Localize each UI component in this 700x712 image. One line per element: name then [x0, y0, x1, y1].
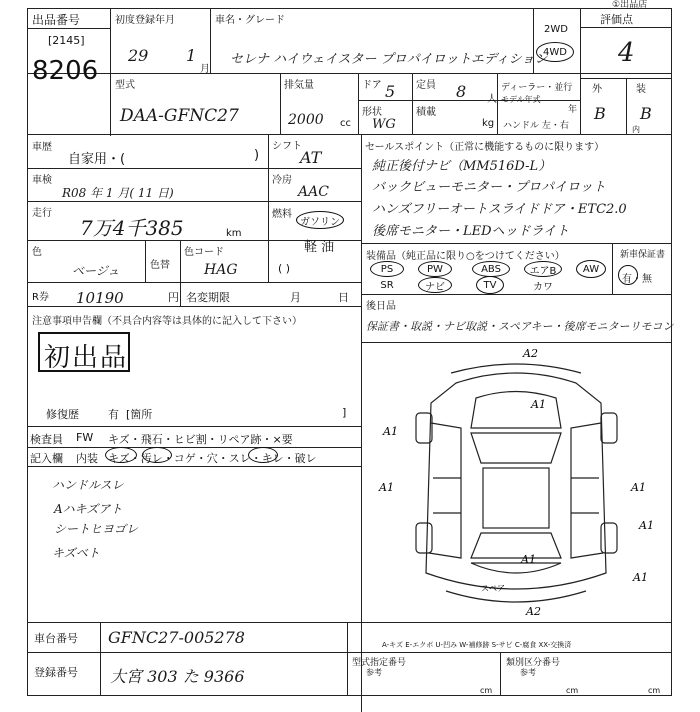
equip-abs: ABS — [472, 261, 510, 277]
inspector-label2: 記入欄 — [30, 452, 63, 465]
mark-right-bumper: A1 — [633, 571, 648, 584]
mark-left-mid: A1 — [379, 481, 394, 494]
equip-navi: ナビ — [418, 277, 452, 293]
name-change-month: 月 — [290, 291, 301, 304]
note-4: キズベト — [52, 546, 100, 560]
note-3: シートヒヨゴレ — [54, 522, 139, 536]
int-scratch-circle — [105, 447, 137, 463]
equip-leather: カワ — [533, 281, 553, 293]
class-label: 類別区分番号 — [506, 658, 561, 668]
score-label: 評価点 — [600, 13, 633, 26]
selling-point-2: バックビューモニター・プロパイロット — [372, 180, 606, 195]
exterior-label: 外 — [592, 84, 602, 95]
color-value: ベージュ — [72, 264, 120, 278]
fuel-diesel: 軽 油 — [304, 240, 335, 255]
car-name-label: 車名・グレード — [215, 15, 285, 26]
fw-items: キズ・飛石・ヒビ割・リペア跡・×要 — [108, 433, 293, 446]
int-label: 内装 — [76, 452, 98, 465]
load-label: 積載 — [416, 107, 436, 118]
color-label: 色 — [32, 247, 42, 258]
reg-month: 1 — [186, 46, 197, 65]
selling-point-3: ハンズフリーオートスライドドア・ETC2.0 — [372, 202, 627, 217]
inspection-label: 車検 — [32, 175, 52, 186]
capacity-unit: 人 — [487, 94, 497, 105]
name-change-day: 日 — [338, 291, 349, 304]
lot-label: 出品番号 — [32, 13, 81, 27]
fuel-paren: ( ) — [278, 262, 291, 275]
equip-airbag: エアB — [524, 261, 562, 277]
mileage-value: 7万4千385 — [80, 216, 184, 240]
doors-value: 5 — [385, 82, 396, 101]
warranty-label: 新車保証書 — [620, 250, 666, 260]
displacement-value: 2000 — [288, 112, 324, 128]
type-cert-ref: 参考 — [366, 668, 382, 677]
shift-label: シフト — [272, 141, 302, 152]
first-reg-label: 初度登録年月 — [115, 15, 175, 26]
model-year-label: モデル年式 — [501, 95, 541, 104]
interior-label2: 内 — [632, 125, 640, 134]
score: 4 — [618, 38, 635, 68]
drive-4wd: 4WD — [543, 46, 567, 58]
ac-value: AAC — [298, 184, 329, 200]
capacity-label: 定員 — [416, 80, 436, 91]
repair-label: 修復歴 — [46, 408, 79, 421]
inspector-label1: 検査員 — [30, 433, 63, 446]
color-code-value: HAG — [204, 262, 238, 278]
aftermarket-label: 後日品 — [366, 301, 396, 312]
equip-ps: PS — [370, 261, 404, 277]
first-listing-stamp — [38, 332, 130, 372]
chassis-label: 車台番号 — [34, 632, 78, 645]
equip-sr: SR — [380, 279, 394, 291]
fuel-label: 燃料 — [272, 209, 292, 220]
fuel-gasoline-circle — [296, 211, 344, 229]
selling-label: セールスポイント（正常に機能するものに限ります） — [365, 142, 605, 153]
interior-value: B — [640, 104, 652, 123]
warranty-yes-circle — [618, 265, 638, 285]
car-diagram — [361, 343, 672, 622]
notes-label: 注意事項申告欄（不具合内容等は具体的に記入して下さい） — [32, 316, 302, 327]
exterior-value: B — [594, 104, 606, 123]
handle-label: ハンドル 左・右 — [503, 121, 569, 131]
shape-value: WG — [372, 117, 396, 132]
inspection-value: R08 年 1 月( 11 日) — [62, 186, 174, 200]
doors-label: ドア — [362, 80, 382, 91]
capacity-value: 8 — [456, 82, 467, 101]
car-name: セレナ ハイウェイスター プロパイロットエディション — [230, 52, 548, 67]
drive-4wd-circle — [536, 42, 574, 62]
recycle-unit: 円 — [168, 291, 179, 304]
equip-aw: AW — [576, 260, 606, 278]
aftermarket-value: 保証書・取説・ナビ取説・スペアキー・後席モニターリモコン — [366, 320, 674, 333]
first-listing-text: 初出品 — [44, 343, 129, 373]
plate-value: 大宮 303 た 9366 — [110, 667, 245, 686]
mark-hood: A1 — [531, 398, 546, 411]
mark-right-rear: A1 — [639, 519, 654, 532]
load-unit: kg — [482, 118, 495, 129]
equip-pw: PW — [418, 261, 452, 277]
history-value: 自家用・( — [68, 152, 126, 167]
mileage-unit: km — [226, 228, 242, 239]
note-2: Aハキズアト — [54, 502, 123, 516]
cm-3: cm — [648, 686, 661, 695]
model-label: 型式 — [115, 80, 135, 91]
int-stain-circle — [142, 447, 172, 463]
plate-label: 登録番号 — [34, 666, 78, 679]
note-1: ハンドルスレ — [52, 478, 124, 492]
recycle-value: 10190 — [76, 289, 124, 307]
corner-note: ①出品店 — [612, 0, 648, 10]
mark-left-front: A1 — [383, 425, 398, 438]
repair-close: ] — [342, 406, 347, 419]
lot-number: 8206 — [32, 56, 99, 86]
chassis-value: GFNC27-005278 — [108, 628, 245, 647]
interior-label: 装 — [636, 84, 646, 95]
color-change-label: 色替 — [150, 260, 170, 271]
int-items: キズ・汚レ・コゲ・穴・スレ・キレ・破レ — [108, 452, 317, 465]
shift-value: AT — [300, 148, 322, 167]
mark-rear-window: A1 — [521, 553, 536, 566]
shape-label: 形状 — [362, 107, 382, 118]
spare-label: スペア — [481, 584, 505, 593]
cm-2: cm — [566, 686, 579, 695]
class-ref: 参考 — [520, 668, 536, 677]
damage-legend: A-キズ E-エクボ U-凹み W-補修跡 S-サビ C-腐食 XX-交換済 — [382, 641, 572, 649]
reg-month-unit: 月 — [200, 64, 210, 75]
int-wear-circle — [248, 447, 278, 463]
lot-sub: [2145] — [48, 34, 85, 47]
mileage-label: 走行 — [32, 208, 52, 219]
type-cert-label: 型式指定番号 — [352, 658, 407, 668]
equip-tv: TV — [476, 276, 504, 294]
name-change-label: 名変期限 — [186, 291, 230, 304]
displacement-unit: cc — [340, 118, 351, 129]
cm-1: cm — [480, 686, 493, 695]
mark-right-mid: A1 — [631, 481, 646, 494]
recycle-label: R券 — [32, 292, 49, 303]
model-year-unit: 年 — [568, 105, 578, 115]
history-close: ) — [254, 148, 260, 163]
warranty-value: 有・無 — [622, 274, 652, 285]
model-value: DAA-GFNC27 — [120, 106, 239, 126]
history-label: 車歴 — [32, 142, 52, 153]
mark-front: A2 — [523, 347, 538, 360]
dealer-label: ディーラー・並行 — [501, 83, 573, 93]
selling-point-4: 後席モニター・LEDヘッドライト — [372, 224, 570, 239]
color-code-label: 色コード — [184, 247, 224, 258]
mark-rear: A2 — [526, 605, 541, 618]
reg-year: 29 — [128, 46, 149, 65]
repair-yes: 有 — [108, 408, 119, 421]
selling-point-1: 純正後付ナビ（MM516D-L） — [372, 159, 552, 174]
displacement-label: 排気量 — [284, 80, 314, 91]
drive-2wd: 2WD — [544, 24, 568, 35]
repair-place: [箇所 — [126, 408, 153, 421]
fw-label: FW — [76, 431, 94, 444]
fuel-gasoline: ガソリン — [300, 216, 340, 228]
ac-label: 冷房 — [272, 175, 292, 186]
equipment-label: 装備品（純正品に限り○をつけてください） — [366, 251, 565, 262]
